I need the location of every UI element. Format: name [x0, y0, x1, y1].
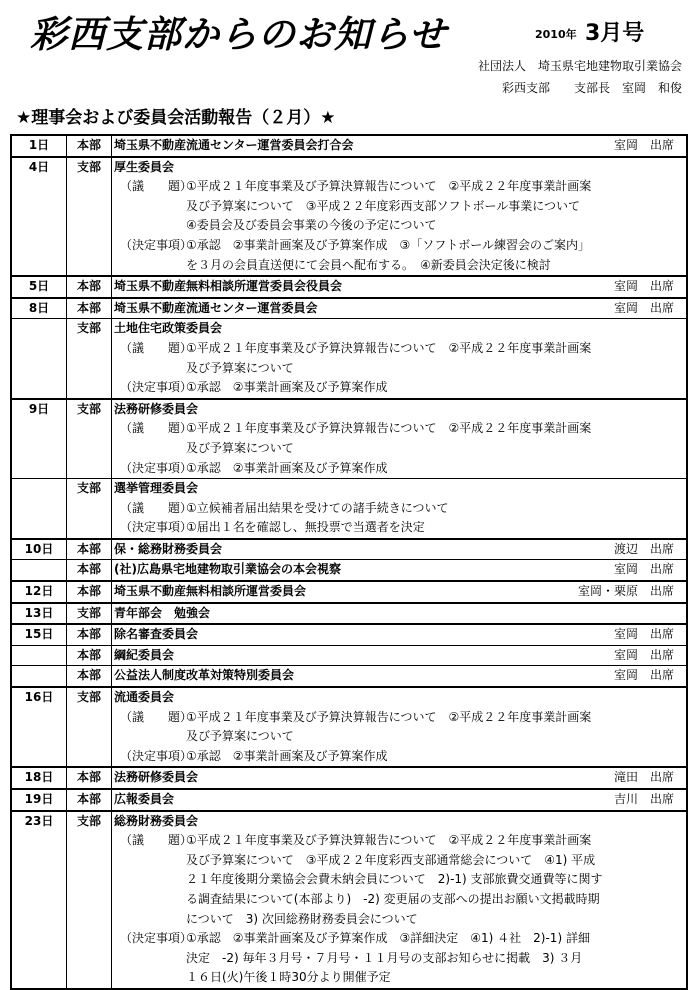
row-date: 4日	[11, 157, 67, 277]
detail-label: （議 題）	[120, 833, 193, 848]
detail-label: （決定事項）	[120, 237, 193, 252]
detail-line: ④委員会及び委員会事業の今後の予定について	[186, 218, 437, 233]
meeting-header	[114, 540, 684, 560]
row-content	[112, 666, 688, 687]
row-organizer: 本部	[67, 767, 112, 789]
meeting-header	[114, 582, 684, 602]
meeting-header	[114, 666, 684, 686]
table-row	[11, 666, 687, 687]
meeting-header	[114, 479, 684, 499]
detail-line: ①承認 ②事業計画案及び予算案作成	[186, 380, 388, 395]
attendance-note: 渡辺 出席	[613, 541, 674, 556]
meeting-header	[114, 277, 684, 297]
row-date	[11, 666, 67, 687]
detail-text	[186, 378, 684, 398]
detail-block	[114, 419, 684, 458]
meeting-name: 法務研修委員会	[114, 401, 199, 416]
row-date: 18日	[11, 767, 67, 789]
detail-text	[186, 236, 684, 275]
attendance-note: 滝田 出席	[613, 770, 674, 785]
page-title: 彩西支部からのお知らせ	[30, 12, 447, 56]
row-date: 1日	[11, 135, 67, 157]
detail-text	[186, 499, 684, 519]
detail-label: （決定事項）	[120, 460, 193, 475]
attendance-note	[674, 688, 684, 708]
detail-line: について 3) 次回総務財務委員会について	[186, 911, 418, 926]
attendance-note	[674, 479, 684, 499]
row-date: 16日	[11, 687, 67, 767]
detail-text	[186, 929, 684, 988]
row-date	[11, 645, 67, 666]
detail-block	[114, 747, 684, 767]
meeting-header	[114, 604, 684, 624]
organization-name: 社団法人 埼玉県宅地建物取引業協会	[477, 59, 682, 73]
row-date: 8日	[11, 298, 67, 319]
row-organizer: 支部	[67, 811, 112, 989]
detail-line: ①平成２１年度事業及び予算決算報告について ②平成２２年度事業計画案	[186, 340, 592, 355]
table-row	[11, 479, 687, 539]
table-row	[11, 399, 687, 479]
row-organizer: 本部	[67, 581, 112, 603]
detail-line: ①立候補者届出結果を受けての諸手続きについて	[186, 500, 449, 515]
detail-line: ①承認 ②事業計画案及び予算案作成	[186, 460, 388, 475]
meeting-name: 公益法人制度改革対策特別委員会	[114, 668, 295, 683]
row-organizer: 支部	[67, 157, 112, 277]
detail-block	[114, 708, 684, 747]
table-row	[11, 687, 687, 767]
table-row	[11, 276, 687, 298]
row-content	[112, 157, 688, 277]
attendance-note	[674, 400, 684, 420]
detail-line: を３月の会員直送便にて会員へ配布する。 ④新委員会決定後に検討	[186, 257, 551, 272]
detail-line: 及び予算案について	[186, 360, 294, 375]
row-organizer: 支部	[67, 603, 112, 625]
detail-label: （決定事項）	[120, 931, 193, 946]
detail-line: 及び予算案について ③平成２２年度彩西支部通常総会について ④1) 平成	[186, 852, 596, 867]
meeting-header	[114, 768, 684, 788]
detail-line: 及び予算案について	[186, 729, 294, 744]
attendance-note: 室岡 出席	[613, 300, 674, 315]
attendance-note: 室岡 出席	[613, 562, 674, 577]
row-content	[112, 789, 688, 811]
row-content	[112, 687, 688, 767]
detail-block	[114, 929, 684, 988]
row-content	[112, 811, 688, 989]
meeting-name: 厚生委員会	[114, 159, 175, 174]
meeting-header	[114, 625, 684, 645]
detail-block	[114, 499, 684, 519]
branch-head-line: 彩西支部 支部長 室岡 和俊	[501, 81, 682, 95]
masthead	[0, 0, 700, 100]
row-content	[112, 645, 688, 666]
meeting-name: 綱紀委員会	[114, 647, 175, 662]
meeting-header	[114, 812, 684, 832]
detail-label: （決定事項）	[120, 520, 193, 535]
meeting-header	[114, 319, 684, 339]
detail-block	[114, 518, 684, 538]
meeting-header	[114, 136, 684, 156]
attendance-note: 室岡・栗原 出席	[577, 584, 674, 599]
detail-line: ①承認 ②事業計画案及び予算案作成 ③詳細決定 ④1) ４社 2)-1) 詳細	[186, 931, 590, 946]
meeting-header	[114, 560, 684, 580]
row-organizer: 本部	[67, 560, 112, 581]
attendance-note: 室岡 出席	[613, 138, 674, 152]
row-organizer: 支部	[67, 687, 112, 767]
detail-text	[186, 747, 684, 767]
attendance-note: 吉川 出席	[613, 792, 674, 806]
row-content	[112, 767, 688, 789]
meeting-name: 土地住宅政策委員会	[114, 321, 223, 336]
row-date: 5日	[11, 276, 67, 298]
detail-line: る調査結果について(本部より) -2) 変更届の支部への提出お願い文掲載時期	[186, 891, 600, 906]
row-date: 15日	[11, 624, 67, 645]
attendance-note	[674, 319, 684, 339]
table-row	[11, 581, 687, 603]
detail-block	[114, 339, 684, 378]
detail-line: ２１年度後期分業協会会費未納会員について 2)-1) 支部旅費交通費等に関す	[186, 872, 603, 887]
row-date: 23日	[11, 811, 67, 989]
detail-label: （議 題）	[120, 179, 193, 194]
detail-line: ①承認 ②事業計画案及び予算案作成	[186, 748, 388, 763]
row-date	[11, 560, 67, 581]
detail-line: ①平成２１年度事業及び予算決算報告について ②平成２２年度事業計画案	[186, 709, 592, 724]
row-date: 13日	[11, 603, 67, 625]
meeting-name: 選挙管理委員会	[114, 481, 199, 496]
meeting-name: (社)広島県宅地建物取引業協会の本会視察	[114, 562, 341, 577]
row-content	[112, 624, 688, 645]
row-organizer: 本部	[67, 276, 112, 298]
table-row	[11, 811, 687, 989]
issue-month: 3月号	[585, 21, 645, 46]
detail-block	[114, 831, 684, 929]
detail-text	[186, 708, 684, 747]
table-row	[11, 624, 687, 645]
issue-year: 2010年	[535, 28, 577, 41]
detail-block	[114, 459, 684, 479]
detail-text	[186, 831, 684, 929]
row-content	[112, 479, 688, 539]
row-content	[112, 539, 688, 560]
table-row	[11, 319, 687, 399]
row-content	[112, 603, 688, 625]
row-organizer: 本部	[67, 624, 112, 645]
meeting-name: 総務財務委員会	[114, 813, 199, 828]
meeting-header	[114, 158, 684, 178]
detail-label: （決定事項）	[120, 380, 193, 395]
row-date: 9日	[11, 399, 67, 479]
row-organizer: 本部	[67, 645, 112, 666]
attendance-note: 室岡 出席	[613, 668, 674, 683]
detail-line: ①承認 ②事業計画案及び予算案作成 ③「ソフトボール練習会のご案内」	[186, 237, 591, 252]
meeting-name: 流通委員会	[114, 690, 175, 705]
table-row	[11, 135, 687, 157]
row-date: 12日	[11, 581, 67, 603]
detail-line: ①届出１名を確認し、無投票で当選者を決定	[186, 520, 425, 535]
detail-line: 及び予算案について ③平成２２年度彩西支部ソフトボール事業について	[186, 198, 581, 213]
row-organizer: 本部	[67, 539, 112, 560]
row-organizer: 本部	[67, 666, 112, 687]
row-date: 19日	[11, 789, 67, 811]
table-row	[11, 789, 687, 811]
detail-text	[186, 419, 684, 458]
row-organizer: 支部	[67, 319, 112, 399]
attendance-note	[674, 158, 684, 178]
row-organizer: 本部	[67, 298, 112, 319]
detail-text	[186, 459, 684, 479]
detail-label: （議 題）	[120, 709, 193, 724]
meeting-name: 保・総務財務委員会	[114, 541, 223, 556]
meeting-name: 広報委員会	[114, 792, 175, 806]
detail-line: 及び予算案について	[186, 440, 294, 455]
meeting-name: 青年部会 勉強会	[114, 605, 211, 620]
section-title: ★理事会および委員会活動報告（２月）★	[16, 108, 336, 128]
table-row	[11, 767, 687, 789]
detail-line: ①平成２１年度事業及び予算決算報告について ②平成２２年度事業計画案	[186, 833, 592, 848]
meeting-name: 埼玉県不動産無料相談所運営委員会役員会	[114, 279, 343, 294]
detail-text	[186, 339, 684, 378]
detail-block	[114, 236, 684, 275]
table-row	[11, 298, 687, 319]
meeting-name: 埼玉県不動産流通センター運営委員会打合会	[114, 138, 354, 152]
row-content	[112, 135, 688, 157]
meeting-header	[114, 688, 684, 708]
detail-line: ①平成２１年度事業及び予算決算報告について ②平成２２年度事業計画案	[186, 421, 592, 436]
attendance-note: 室岡 出席	[613, 647, 674, 662]
detail-label: （議 題）	[120, 340, 193, 355]
table-row	[11, 157, 687, 277]
meeting-name: 除名審査委員会	[114, 627, 199, 642]
detail-line: 決定 -2) 毎年３月号・７月号・１１月号の支部お知らせに掲載 3) ３月	[186, 950, 583, 965]
row-date: 10日	[11, 539, 67, 560]
row-content	[112, 298, 688, 319]
detail-block	[114, 378, 684, 398]
row-organizer: 本部	[67, 789, 112, 811]
table-row	[11, 645, 687, 666]
table-row	[11, 539, 687, 560]
attendance-note: 室岡 出席	[613, 279, 674, 294]
row-content	[112, 399, 688, 479]
meeting-header	[114, 400, 684, 420]
table-row	[11, 603, 687, 625]
row-organizer: 本部	[67, 135, 112, 157]
meeting-header	[114, 646, 684, 666]
row-date	[11, 479, 67, 539]
row-content	[112, 560, 688, 581]
detail-text	[186, 518, 684, 538]
meeting-name: 法務研修委員会	[114, 770, 199, 785]
row-content	[112, 319, 688, 399]
detail-text	[186, 177, 684, 236]
detail-label: （議 題）	[120, 421, 193, 436]
attendance-note	[674, 604, 684, 624]
detail-label: （決定事項）	[120, 748, 193, 763]
row-organizer: 支部	[67, 479, 112, 539]
row-content	[112, 581, 688, 603]
row-date	[11, 319, 67, 399]
meeting-name: 埼玉県不動産無料相談所運営委員会	[114, 584, 307, 599]
activity-report-table	[10, 134, 688, 990]
row-content	[112, 276, 688, 298]
row-organizer: 支部	[67, 399, 112, 479]
detail-line: ①平成２１年度事業及び予算決算報告について ②平成２２年度事業計画案	[186, 179, 592, 194]
attendance-note	[674, 812, 684, 832]
meeting-header	[114, 790, 684, 810]
attendance-note: 室岡 出席	[613, 627, 674, 642]
detail-block	[114, 177, 684, 236]
detail-line: １６日(火)午後１時30分より開催予定	[186, 970, 391, 985]
detail-label: （議 題）	[120, 500, 193, 515]
table-row	[11, 560, 687, 581]
meeting-header	[114, 299, 684, 319]
meeting-name: 埼玉県不動産流通センター運営委員会	[114, 300, 318, 315]
